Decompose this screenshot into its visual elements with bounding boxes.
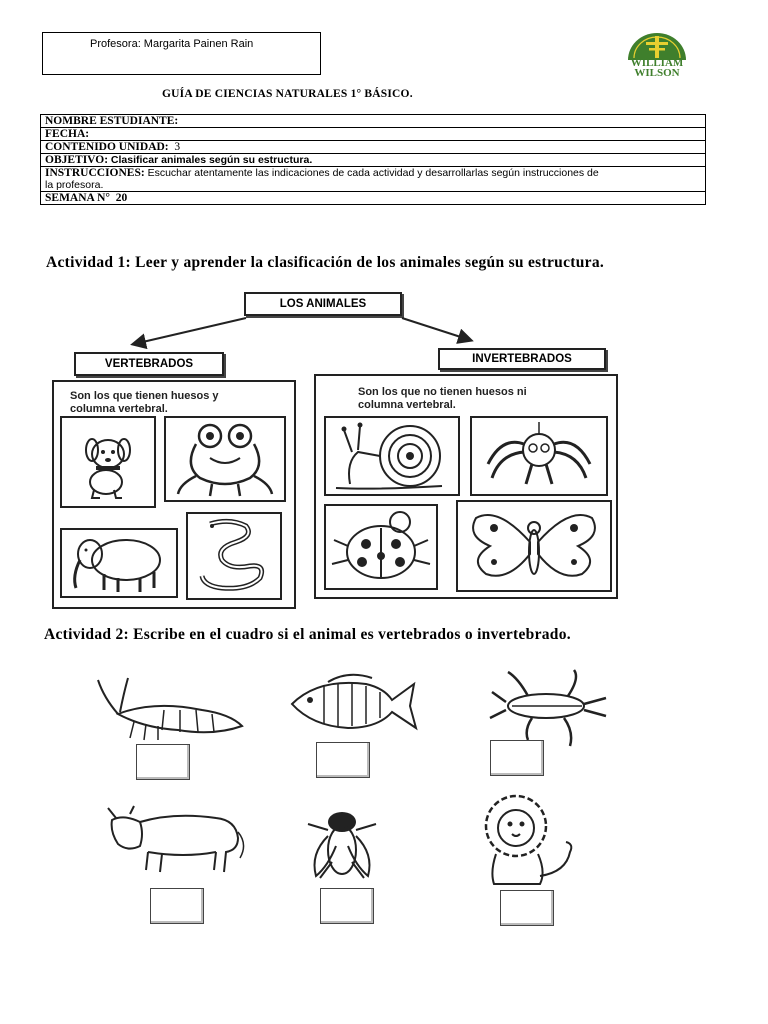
frog-picture [164,416,286,502]
frog-icon [166,418,284,500]
vertebrates-description [70,390,219,416]
dog-icon [62,418,154,506]
date-label: FECHA: [45,128,90,140]
ladybug-picture [324,504,438,590]
cow-picture [104,804,248,876]
week-value: 20 [115,192,128,204]
answer-box-fly[interactable] [320,888,374,924]
logo-text-line1: WILLIAM [630,57,684,69]
invertebrates-panel [314,374,618,599]
vertebrates-desc-line1: Son los que tienen huesos y [70,390,219,402]
root-category-label: LOS ANIMALES [279,298,367,310]
fly-picture [302,806,382,882]
unit-label: CONTENIDO UNIDAD: [45,141,169,153]
invertebrates-label-box [438,348,606,370]
ladybug-icon [326,506,436,588]
instructions-label: INSTRUCCIONES: [45,167,145,179]
fish-icon [288,670,418,736]
arrow-to-vertebrates-icon [134,318,246,344]
answer-box-fish[interactable] [316,742,370,778]
vertebrates-desc-line2: columna vertebral. [70,403,168,415]
fly-icon [302,806,382,882]
shrimp-icon [94,674,246,742]
objective-label: OBJETIVO: [45,154,109,166]
water-bug-picture [488,668,610,748]
snake-picture [186,512,282,600]
invertebrates-desc-line2: columna vertebral. [358,399,456,411]
snail-picture [324,416,460,496]
answer-box-shrimp[interactable] [136,744,190,780]
fish-picture [288,670,418,736]
spider-icon [472,418,606,494]
unit-value: 3 [174,141,181,153]
instructions-value-cont: la profesora. [45,179,104,191]
vertebrates-label-box [74,352,224,376]
logo-text-line2: WILSON [634,67,680,79]
activity2-title: Actividad 2: Escribe en el cuadro si el animal es vertebrados o invertebrado. [44,626,571,643]
teacher-name: Profesora: Margarita Painen Rain [90,38,254,50]
elephant-icon [62,530,176,596]
snail-icon [326,418,458,494]
butterfly-icon [458,502,610,590]
vertebrates-label: VERTEBRADOS [104,358,194,370]
lion-icon [470,792,580,888]
invertebrates-label: INVERTEBRADOS [472,353,572,365]
answer-box-cow[interactable] [150,888,204,924]
elephant-picture [60,528,178,598]
student-name-label: NOMBRE ESTUDIANTE: [45,115,179,127]
answer-box-lion[interactable] [500,890,554,926]
dog-picture [60,416,156,508]
invertebrates-description [358,386,527,412]
shrimp-picture [94,674,246,742]
objective-value: Clasificar animales según su estructura. [110,154,313,166]
activity1-title: Actividad 1: Leer y aprender la clasificación de los animales según su estructura. [46,254,605,271]
water-bug-icon [488,668,610,748]
answer-box-water-bug[interactable] [490,740,544,776]
instructions-value: Escuchar atentamente las indicaciones de cada actividad y desarrollarlas según instrucciones de [147,167,599,179]
butterfly-picture [456,500,612,592]
lion-picture [470,792,580,888]
week-label: SEMANA N° [45,192,110,204]
guide-title: GUÍA DE CIENCIAS NATURALES 1° BÁSICO. [162,88,413,100]
invertebrates-desc-line1: Son los que no tienen huesos ni [358,386,527,398]
snake-icon [188,514,280,598]
vertebrates-panel [52,380,296,609]
arrow-to-invertebrates-icon [402,318,470,340]
cow-icon [104,804,248,876]
spider-picture [470,416,608,496]
